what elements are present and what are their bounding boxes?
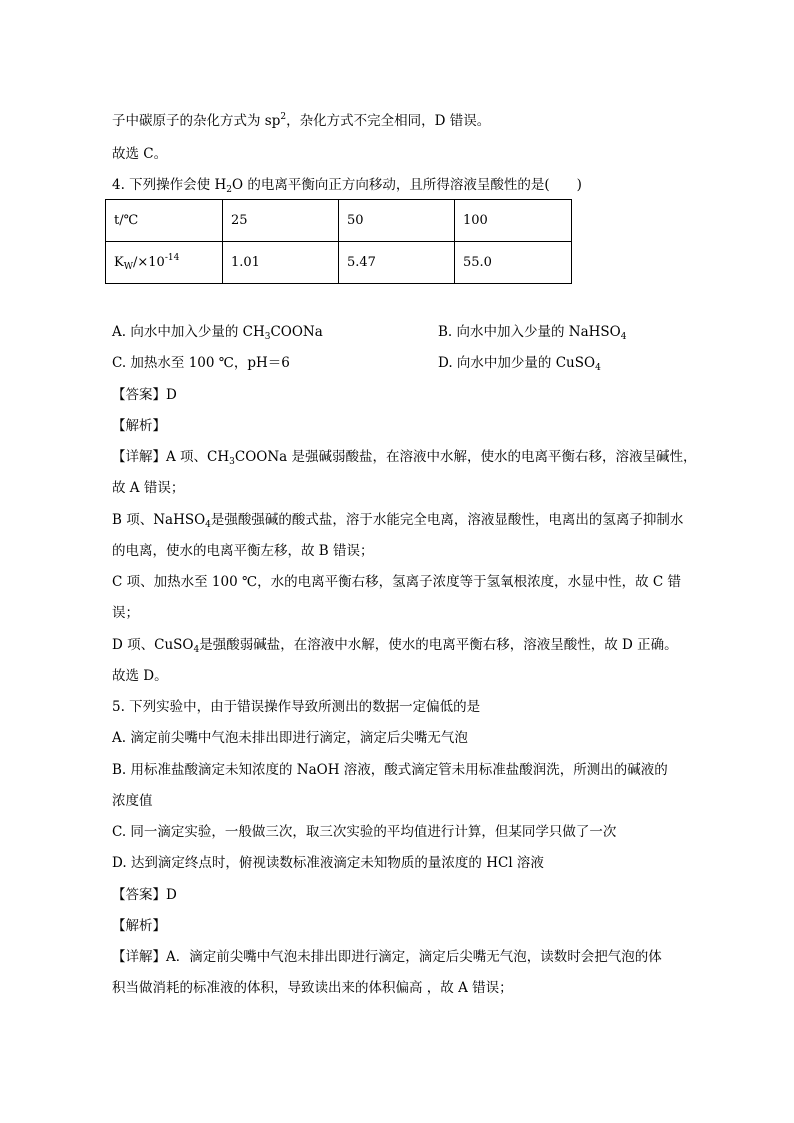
text-segment: D. 向水中加少量的 CuSO (438, 355, 596, 371)
table-row (106, 200, 572, 242)
text-segment: COONa 是强碱弱酸盐，在溶液中水解，使水的电离平衡右移，溶液呈碱性， (234, 449, 697, 465)
table-cell: 1.01 (223, 242, 339, 284)
question-4-stem (112, 176, 582, 199)
option-a (112, 323, 323, 346)
superscript: 2 (280, 112, 287, 122)
subscript: 4 (620, 332, 627, 342)
option-d (438, 354, 601, 377)
text-segment: B 项、NaHSO (112, 512, 206, 528)
kw-table (105, 199, 572, 284)
text-segment: 是强酸弱碱盐，在溶液中水解，使水的电离平衡右移，溶液呈酸性，故 D 正确。 (199, 637, 678, 653)
subscript: 4 (193, 645, 200, 655)
option-a: A. 滴定前尖嘴中气泡未排出即进行滴定，滴定后尖嘴无气泡 (112, 730, 468, 746)
text-segment: COONa (270, 324, 323, 340)
answer-label: 【答案】D (112, 887, 177, 903)
analysis-label: 【解析】 (112, 918, 166, 934)
option-d: D. 达到滴定终点时，俯视读数标准液滴定未知物质的量浓度的 HCl 溶液 (112, 855, 544, 871)
answer-label: 【答案】D (112, 387, 177, 403)
text-segment: 4. 下列操作会使 H (112, 177, 227, 193)
text-segment: 子中碳原子的杂化方式为 sp (112, 113, 281, 129)
text-line (112, 108, 490, 130)
text-line: 故选 C。 (112, 146, 168, 162)
text-segment: A. 向水中加入少量的 CH (112, 324, 265, 340)
detail-line (112, 511, 683, 534)
text-segment: K (114, 255, 124, 270)
detail-line: 误； (112, 605, 139, 621)
detail-line: 【详解】A．滴定前尖嘴中气泡未排出即进行滴定，滴定后尖嘴无气泡，读数时会把气泡的体 (112, 949, 662, 965)
option-c: C. 同一滴定实验，一般做三次，取三次实验的平均值进行计算，但某同学只做了一次 (112, 824, 617, 840)
option-b-continued: 浓度值 (112, 793, 153, 809)
subscript: 3 (264, 332, 271, 342)
table-cell: 55.0 (455, 242, 572, 284)
subscript: W (123, 262, 133, 272)
detail-line: C 项、加热水至 100 ℃，水的电离平衡右移，氢离子浓度等于氢氧根浓度，水显中性，故 C 错 (112, 574, 681, 590)
detail-line (112, 448, 697, 471)
text-segment: 【详解】A 项、CH (112, 449, 230, 465)
table-row (106, 242, 572, 284)
subscript: 4 (595, 363, 601, 373)
superscript: -14 (164, 253, 180, 263)
subscript: 4 (205, 520, 211, 530)
text-segment: B. 向水中加入少量的 NaHSO (438, 324, 621, 340)
detail-line: 积当做消耗的标准液的体积，导致读出来的体积偏高 ，故 A 错误； (112, 980, 513, 996)
analysis-label: 【解析】 (112, 418, 166, 434)
option-b: B. 用标准盐酸滴定未知浓度的 NaOH 溶液，酸式滴定管未用标准盐酸润洗，所测出的碱液的 (112, 762, 668, 778)
question-5-stem: 5. 下列实验中，由于错误操作导致所测出的数据一定偏低的是 (112, 699, 481, 715)
text-segment: ，杂化方式不完全相同，D 错误。 (286, 113, 491, 129)
subscript: 3 (229, 457, 235, 467)
table-cell: 25 (223, 200, 339, 242)
table-cell: t/℃ (106, 200, 223, 242)
detail-line: 故选 D。 (112, 668, 168, 684)
detail-line (112, 636, 678, 659)
detail-line: 的电离，使水的电离平衡左移，故 B 错误； (112, 543, 374, 559)
detail-line: 故 A 错误； (112, 480, 185, 496)
table-cell (106, 242, 223, 284)
table-cell: 5.47 (339, 242, 455, 284)
subscript: 2 (226, 185, 232, 195)
text-segment: 是强酸强碱的酸式盐，溶于水能完全电离，溶液显酸性，电离出的氢离子抑制水 (210, 512, 684, 528)
text-segment: D 项、CuSO (112, 637, 194, 653)
option-c: C. 加热水至 100 ℃，pH＝6 (112, 355, 290, 371)
table-cell: 100 (455, 200, 572, 242)
option-b (438, 323, 626, 346)
text-segment: O 的电离平衡向正方向移动，且所得溶液呈酸性的是( ) (231, 177, 582, 193)
text-segment: /×10 (132, 255, 165, 270)
table-cell: 50 (339, 200, 455, 242)
